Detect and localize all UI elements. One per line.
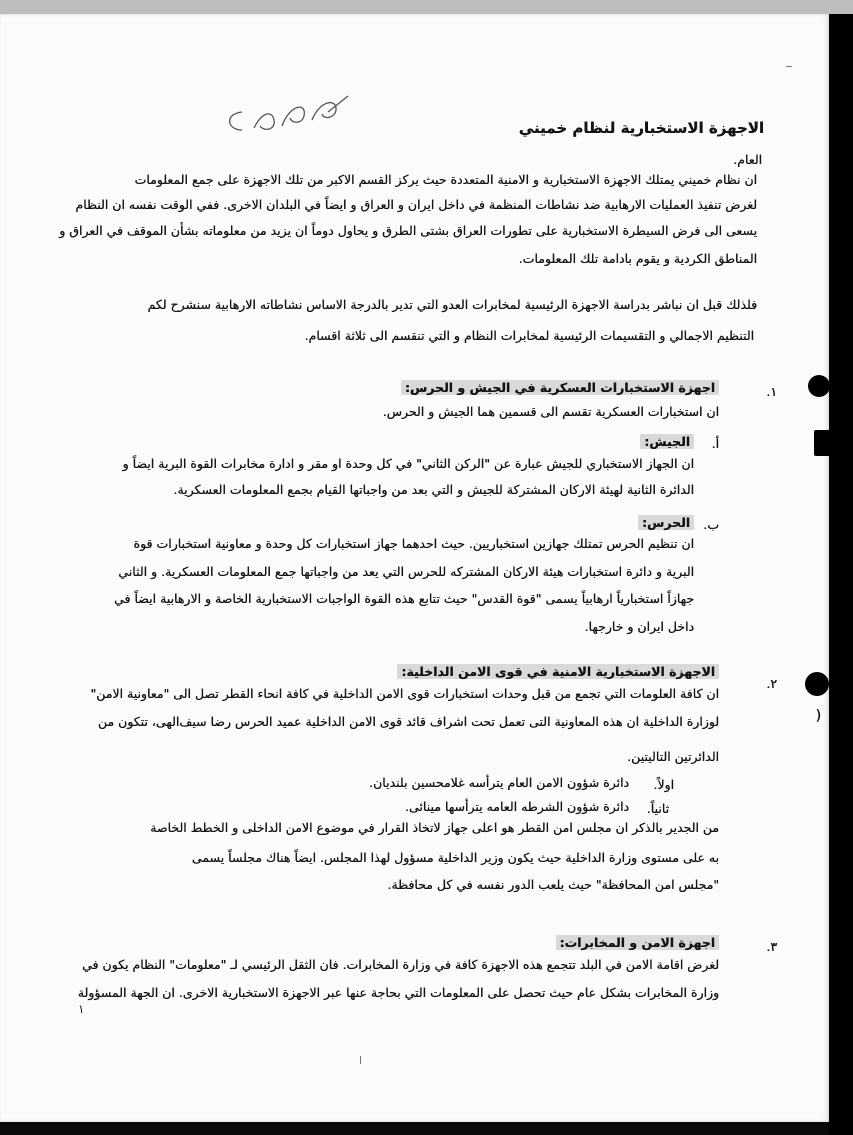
section1-number: ١. [766, 384, 777, 399]
section1-a-line-1: ان الجهاز الاستخباري للجيش عبارة عن "الركن الثاني" في كل وحدة او مقر و ادارة مخابرات القوة البرية ايضاً و [122, 456, 694, 471]
intro-line-2: لغرض تنفيذ العمليات الارهابية ضد نشاطات المنظمة في داخل ايران و العراق و ايضاً في البلدان الاخرى. ففي الوقت نفسه ان النظام [75, 197, 757, 212]
section2-number: ٢. [766, 676, 777, 691]
section1-b-heading [638, 515, 694, 531]
para2-line-2: التنظيم الاجمالي و التقسيمات الرئيسية لمخابرات النظام و التي تنقسم الى ثلاثة اقسام. [304, 328, 754, 343]
intro-line-1: ان نظام خميني يمتلك الاجهزة الاستخبارية و الامنية المتعددة حيث يركز القسم الاكبر من تلك الاجهزة على جمع المعلومات [134, 172, 757, 187]
section3-line-2: وزارة المخابرات بشكل عام حيث تحصل على المعلومات التي بحاجة عنها عبر الاجهزة الاستخبارية الاخرى. ان الجهة المسؤولة [77, 985, 719, 1000]
intro-line-4: المناطق الكردية و يقوم بادامة تلك المعلومات. [518, 251, 757, 266]
section1-b-marker: ب. [703, 517, 719, 532]
section1-a-heading [640, 434, 694, 450]
section3-line-1: لغرض اقامة الامن في البلد تتجمع هذه الاجهزة كافة في وزارة المخابرات. فان الثقل الرئيسي لـ "معلومات" النظام يكون في [82, 957, 719, 972]
scan-speck [360, 1056, 361, 1064]
section1-b-line-3: جهازاً استخبارياً ارهابياً يسمى "قوة القدس" حيث تتابع هذه القوة الواجبات الاستخبارية الخاصة و الارهابية ايضاً في [114, 591, 694, 606]
scan-bullet-mark [805, 672, 829, 696]
section2-item1-text: دائرة شؤون الامن العام يترأسه غلامحسين بلنديان. [368, 775, 629, 790]
section2-line-1: ان كافة العلومات التي تجمع من قبل وحدات استخبارات قوى الامن الداخلية في كافة انحاء القطر تصل الى "معاونية الامن" [90, 686, 719, 701]
section1-a-line-2: الدائرة الثانية لهيئة الاركان المشتركة للجيش و التي بعد من واجباتها القيام بجمع المعلومات العسكرية. [173, 482, 694, 497]
page-number: ١ [78, 1002, 85, 1016]
section2-tail-line-3: "مجلس امن المحافظة" حيث يلعب الدور نفسه في كل محافظة. [387, 877, 719, 892]
section3-heading [556, 935, 719, 951]
scan-bullet-mark [808, 375, 830, 397]
window-top-bar [0, 0, 853, 14]
document-page [0, 14, 829, 1122]
section1-intro: ان استخبارات العسكرية تقسم الى قسمين هما الجيش و الحرس. [382, 404, 719, 419]
section3-number: ٣. [766, 939, 777, 954]
section2-item2-text: دائرة شؤون الشرطه العامه يترأسها مينائى. [404, 799, 629, 814]
section2-tail-line-2: به على مستوى وزارة الداخلية حيث يكون وزير الداخلية مسؤول لهذا المجلس. ايضاً هناك مجلساً يسمى [191, 850, 719, 865]
section2-line-3: الدائرتين التاليتين. [627, 749, 719, 764]
section1-b-line-4: داخل ايران و خارجها. [584, 619, 694, 634]
section3-heading-text: اجهزة الامن و المخابرات: [556, 935, 719, 950]
scan-right-edge [829, 14, 853, 1135]
scan-speck [786, 66, 792, 67]
section2-line-2: لوزارة الداخلية ان هذه المعاونية التى تعمل تحت اشراف قائد قوى الامن الداخلية عميد الحرس رضا سيف‌الهی، تتكون من [97, 714, 719, 729]
section2-item2-marker: ثانياً. [646, 801, 669, 816]
section1-heading [401, 380, 719, 396]
section2-heading-text: الاجهزة الاستخبارية الامنية في قوى الامن الداخلية: [397, 664, 719, 679]
section1-a-heading-text: الجيش: [640, 434, 694, 449]
section1-heading-text: اجهزة الاستخبارات العسكرية في الجيش و الحرس: [401, 380, 719, 395]
section1-b-heading-text: الحرس: [638, 515, 694, 530]
intro-line-3: يسعى الى فرض السيطرة الاستخبارية على تطورات العراق بشتى الطرق و يحاول دوماً ان يزيد من معلوماته بشأن الموقف في العراق و [59, 223, 757, 238]
section2-heading [397, 664, 719, 680]
document-title: الاجهزة الاستخبارية لنظام خميني [518, 119, 764, 137]
section1-b-line-1: ان تنظيم الحرس تمتلك جهازين استخباريين. حيث احدهما جهاز استخبارات كل وحدة و معاونية استخبارات قوة [133, 536, 694, 551]
general-label: العام. [733, 152, 762, 167]
section2-item1-marker: اولاً. [653, 777, 674, 792]
para2-line-1: فلذلك قبل ان نباشر بدراسة الاجهزة الرئيسية لمخابرات العدو التي تدير بالدرجة الاساس نشاطاته الارهابية سنشرح لكم [147, 297, 757, 312]
scan-mark-paren: ( [815, 708, 821, 724]
section2-tail-line-1: من الجدير بالذكر ان مجلس امن القطر هو اعلى جهاز لاتخاذ القرار في موضوع الامن الداخلى و الخطط الخاصة [150, 820, 719, 835]
scan-blot-mark [814, 430, 832, 456]
handwritten-note [212, 90, 362, 145]
section1-b-line-2: البرية و دائرة استخبارات هيئة الاركان المشتركه للحرس التي يعد من واجباتها جمع المعلومات العسكرية. و الثاني [118, 564, 694, 579]
section1-a-marker: أ. [711, 436, 719, 451]
